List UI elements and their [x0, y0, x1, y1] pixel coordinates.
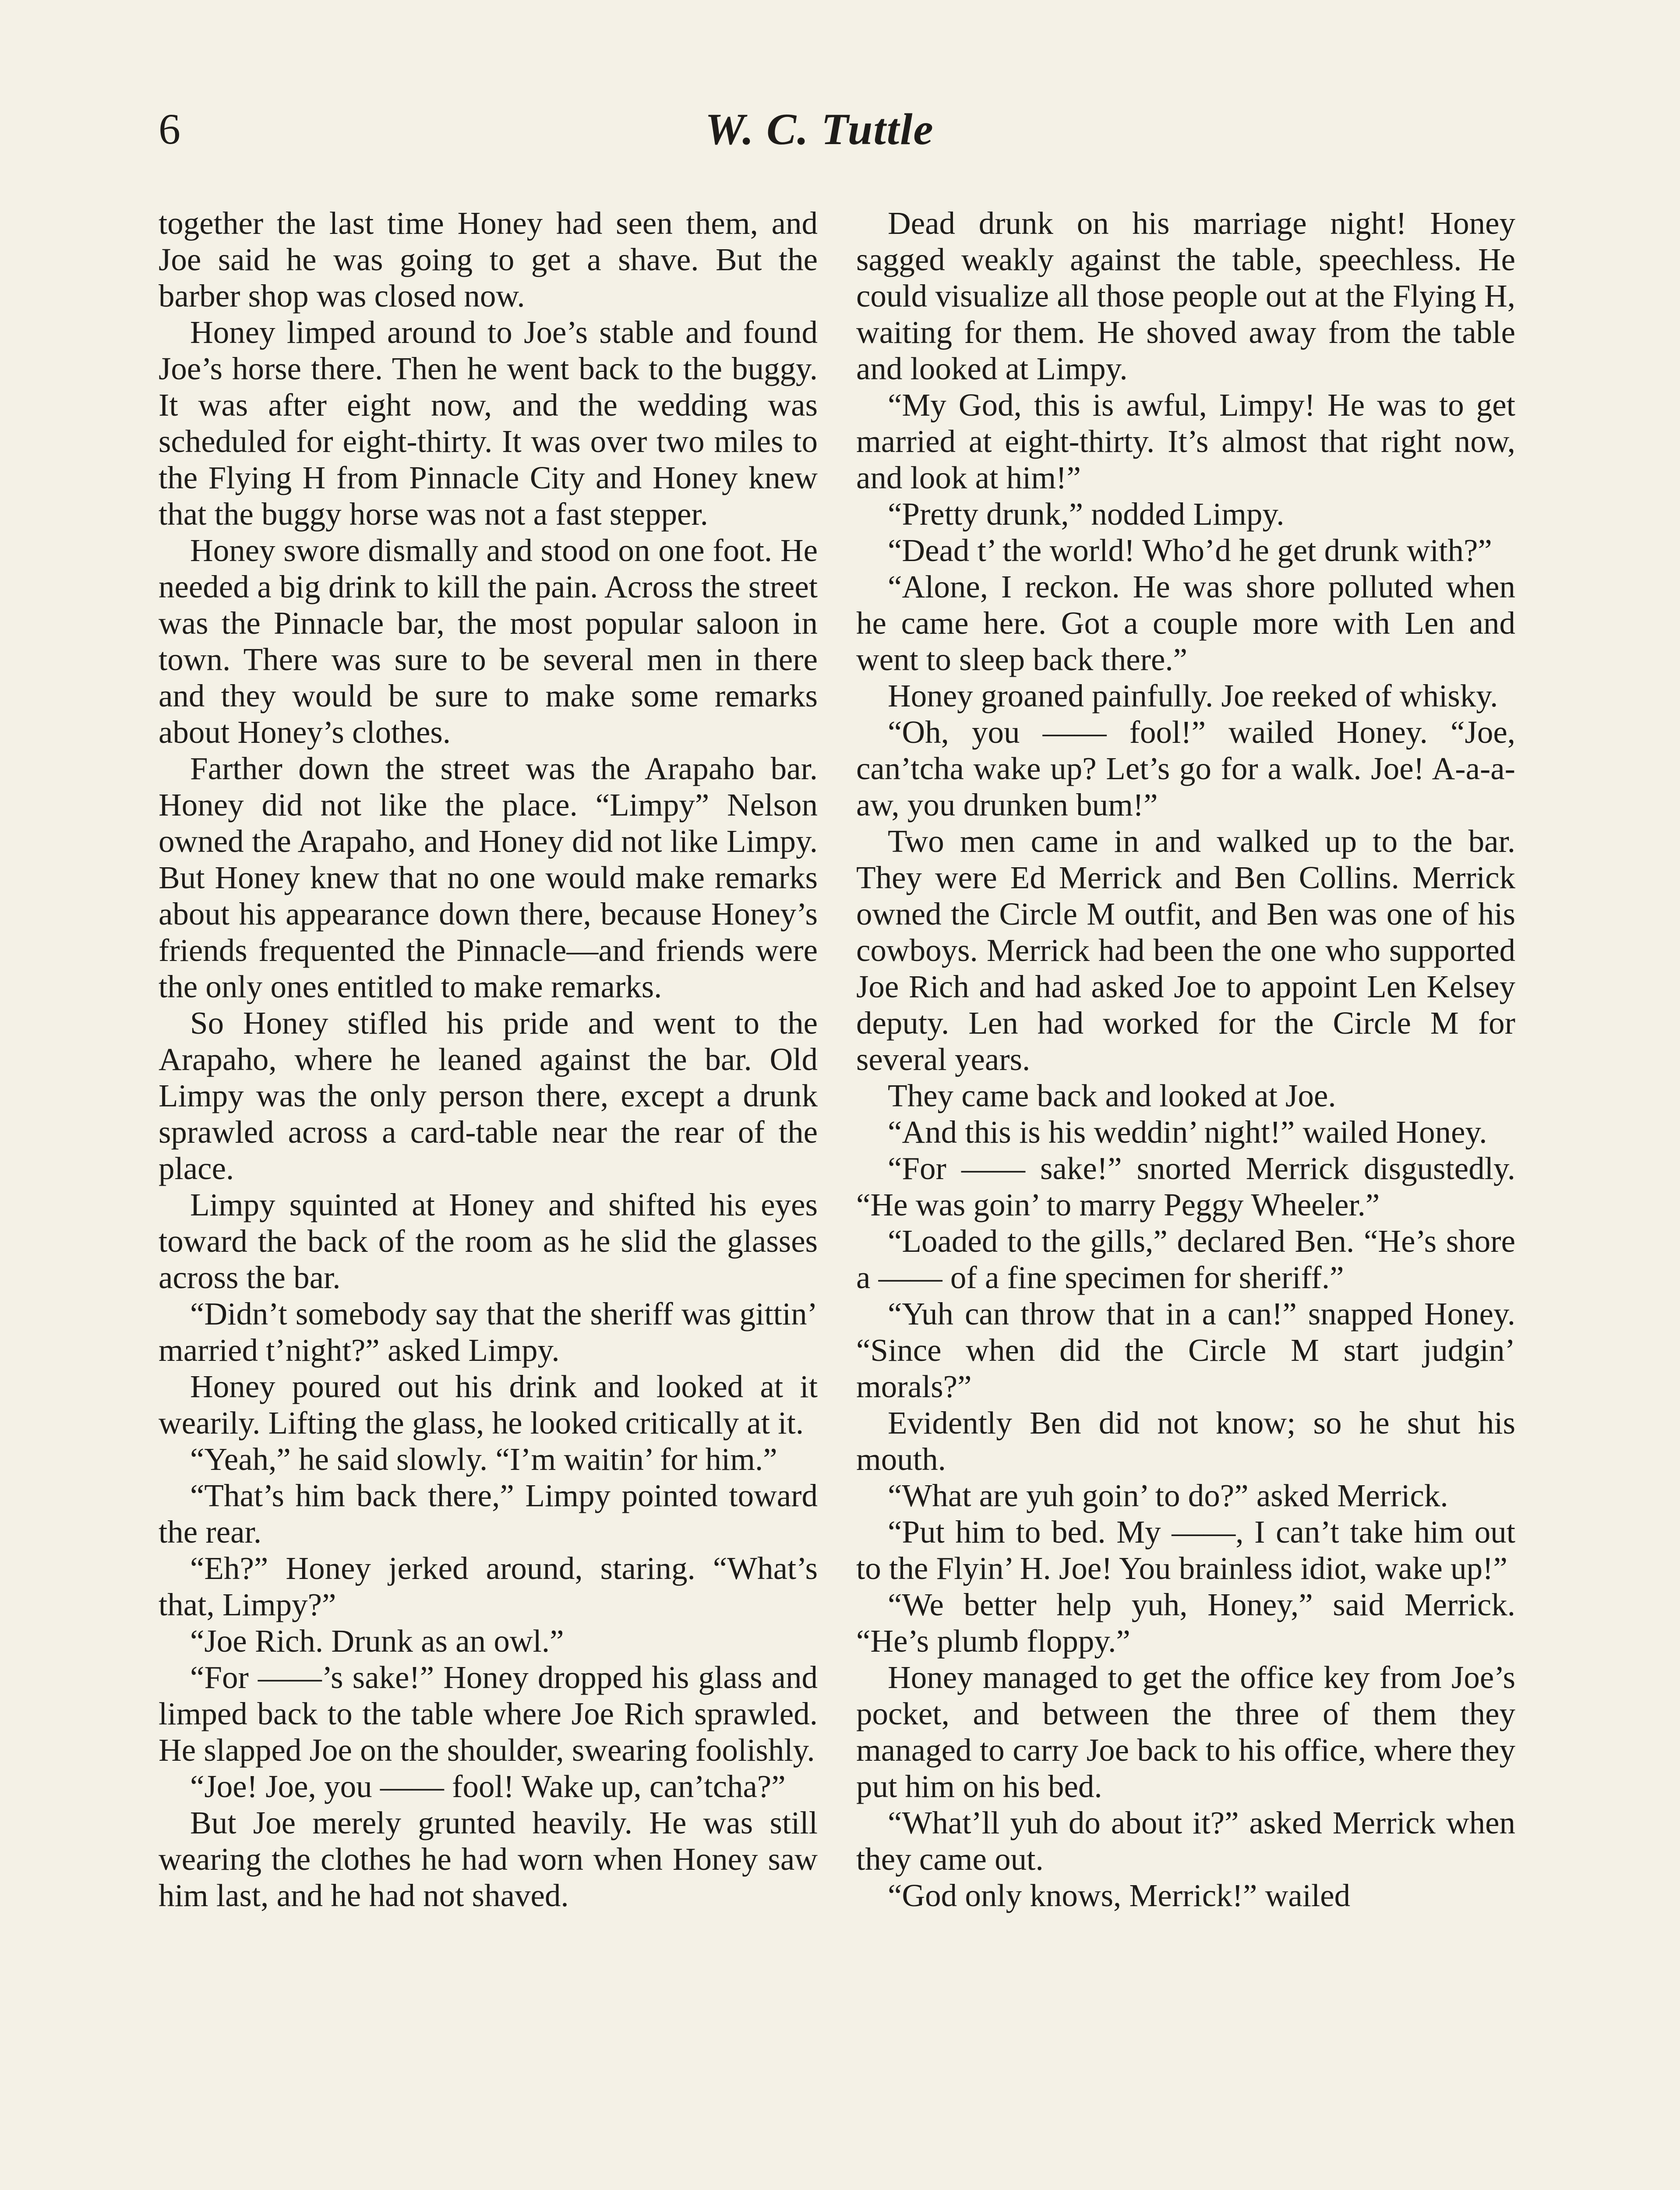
left-text-column [159, 205, 818, 1914]
paragraph: “We better help yuh, Honey,” said Merrick. “He’s plumb floppy.” [856, 1587, 1515, 1659]
paragraph: “God only knows, Merrick!” wailed [888, 1878, 1351, 1913]
paragraph: “For ——’s sake!” Honey dropped his glass and limped back to the table where Joe Rich sprawled. He slapped Joe on the shoulder, swearing foolishly. [159, 1660, 818, 1768]
paragraph: Honey groaned painfully. Joe reeked of whisky. [888, 678, 1498, 714]
paragraph: Honey limped around to Joe’s stable and found Joe’s horse there. Then he went back to the buggy. It was after eight now, and the wedding was scheduled for eight-thirty. It was over two miles to the Flying H from Pinnacle City and Honey knew that the buggy horse was not a fast stepper. [159, 314, 818, 532]
paragraph: Honey swore dismally and stood on one foot. He needed a big drink to kill the pain. Across the street was the Pinnacle bar, the most popular saloon in town. There was sure to be several men in there and they would be sure to make some remarks about Honey’s clothes. [159, 533, 818, 750]
paragraph: “Didn’t somebody say that the sheriff was gittin’ married t’night?” asked Limpy. [159, 1296, 818, 1368]
paragraph: But Joe merely grunted heavily. He was still wearing the clothes he had worn when Honey saw him last, and he had not shaved. [159, 1805, 818, 1913]
paragraph: Dead drunk on his marriage night! Honey sagged weakly against the table, speechless. He could visualize all those people out at the Flying H, waiting for them. He shoved away from the table and looked at Limpy. [856, 205, 1515, 386]
paragraph: Honey poured out his drink and looked at it wearily. Lifting the glass, he looked critically at it. [159, 1369, 818, 1441]
paragraph: “Dead t’ the world! Who’d he get drunk with?” [888, 533, 1492, 568]
paragraph: together the last time Honey had seen them, and Joe said he was going to get a shave. But the barber shop was closed now. [159, 205, 818, 314]
page-number: 6 [159, 105, 180, 153]
paragraph: “What’ll yuh do about it?” asked Merrick when they came out. [856, 1805, 1515, 1877]
paragraph: “Joe Rich. Drunk as an owl.” [190, 1623, 564, 1659]
right-text-column [856, 205, 1515, 1914]
paragraph: “Yeah,” he said slowly. “I’m waitin’ for him.” [190, 1441, 777, 1477]
running-head: W. C. Tuttle [705, 105, 934, 154]
paragraph: So Honey stifled his pride and went to the Arapaho, where he leaned against the bar. Old Limpy was the only person there, except a drunk sprawled across a card-table near the rear of the place. [159, 1005, 818, 1186]
paragraph: They came back and looked at Joe. [888, 1078, 1336, 1113]
paragraph: “And this is his weddin’ night!” wailed Honey. [888, 1114, 1487, 1150]
paragraph: Two men came in and walked up to the bar. They were Ed Merrick and Ben Collins. Merrick owned the Circle M outfit, and Ben was one of his cowboys. Merrick had been the one who supported Joe Rich and had asked Joe to appoint Len Kelsey deputy. Len had worked for the Circle M for several years. [856, 823, 1515, 1077]
paragraph: “Loaded to the gills,” declared Ben. “He’s shore a —— of a fine specimen for sheriff.” [856, 1223, 1515, 1295]
paragraph: “My God, this is awful, Limpy! He was to get married at eight-thirty. It’s almost that right now, and look at him!” [856, 387, 1515, 495]
paragraph: “Eh?” Honey jerked around, staring. “What’s that, Limpy?” [159, 1551, 818, 1622]
paragraph: “For —— sake!” snorted Merrick disgustedly. “He was goin’ to marry Peggy Wheeler.” [856, 1151, 1515, 1222]
paragraph: “Joe! Joe, you —— fool! Wake up, can’tcha?” [190, 1769, 786, 1804]
paragraph: Farther down the street was the Arapaho bar. Honey did not like the place. “Limpy” Nelson owned the Arapaho, and Honey did not like Limpy. But Honey knew that no one would make remarks about his appearance down there, because Honey’s friends frequented the Pinnacle—and friends were the only ones entitled to make remarks. [159, 751, 818, 1004]
paragraph: “Alone, I reckon. He was shore polluted when he came here. Got a couple more with Len and went to sleep back there.” [856, 569, 1515, 677]
paragraph: “That’s him back there,” Limpy pointed toward the rear. [159, 1478, 818, 1550]
paragraph: “Yuh can throw that in a can!” snapped Honey. “Since when did the Circle M start judgin’ morals?” [856, 1296, 1515, 1404]
paragraph: “Pretty drunk,” nodded Limpy. [888, 496, 1285, 532]
paragraph: “Oh, you —— fool!” wailed Honey. “Joe, can’tcha wake up? Let’s go for a walk. Joe! A-a-a-aw, you drunken bum!” [856, 714, 1515, 823]
paragraph: “Put him to bed. My ——, I can’t take him out to the Flyin’ H. Joe! You brainless idiot, wake up!” [856, 1514, 1515, 1586]
paragraph: Evidently Ben did not know; so he shut his mouth. [856, 1405, 1515, 1477]
paragraph: Limpy squinted at Honey and shifted his eyes toward the back of the room as he slid the glasses across the bar. [159, 1187, 818, 1295]
paragraph: Honey managed to get the office key from Joe’s pocket, and between the three of them they managed to carry Joe back to his office, where they put him on his bed. [856, 1660, 1515, 1804]
paragraph: “What are yuh goin’ to do?” asked Merrick. [888, 1478, 1448, 1513]
